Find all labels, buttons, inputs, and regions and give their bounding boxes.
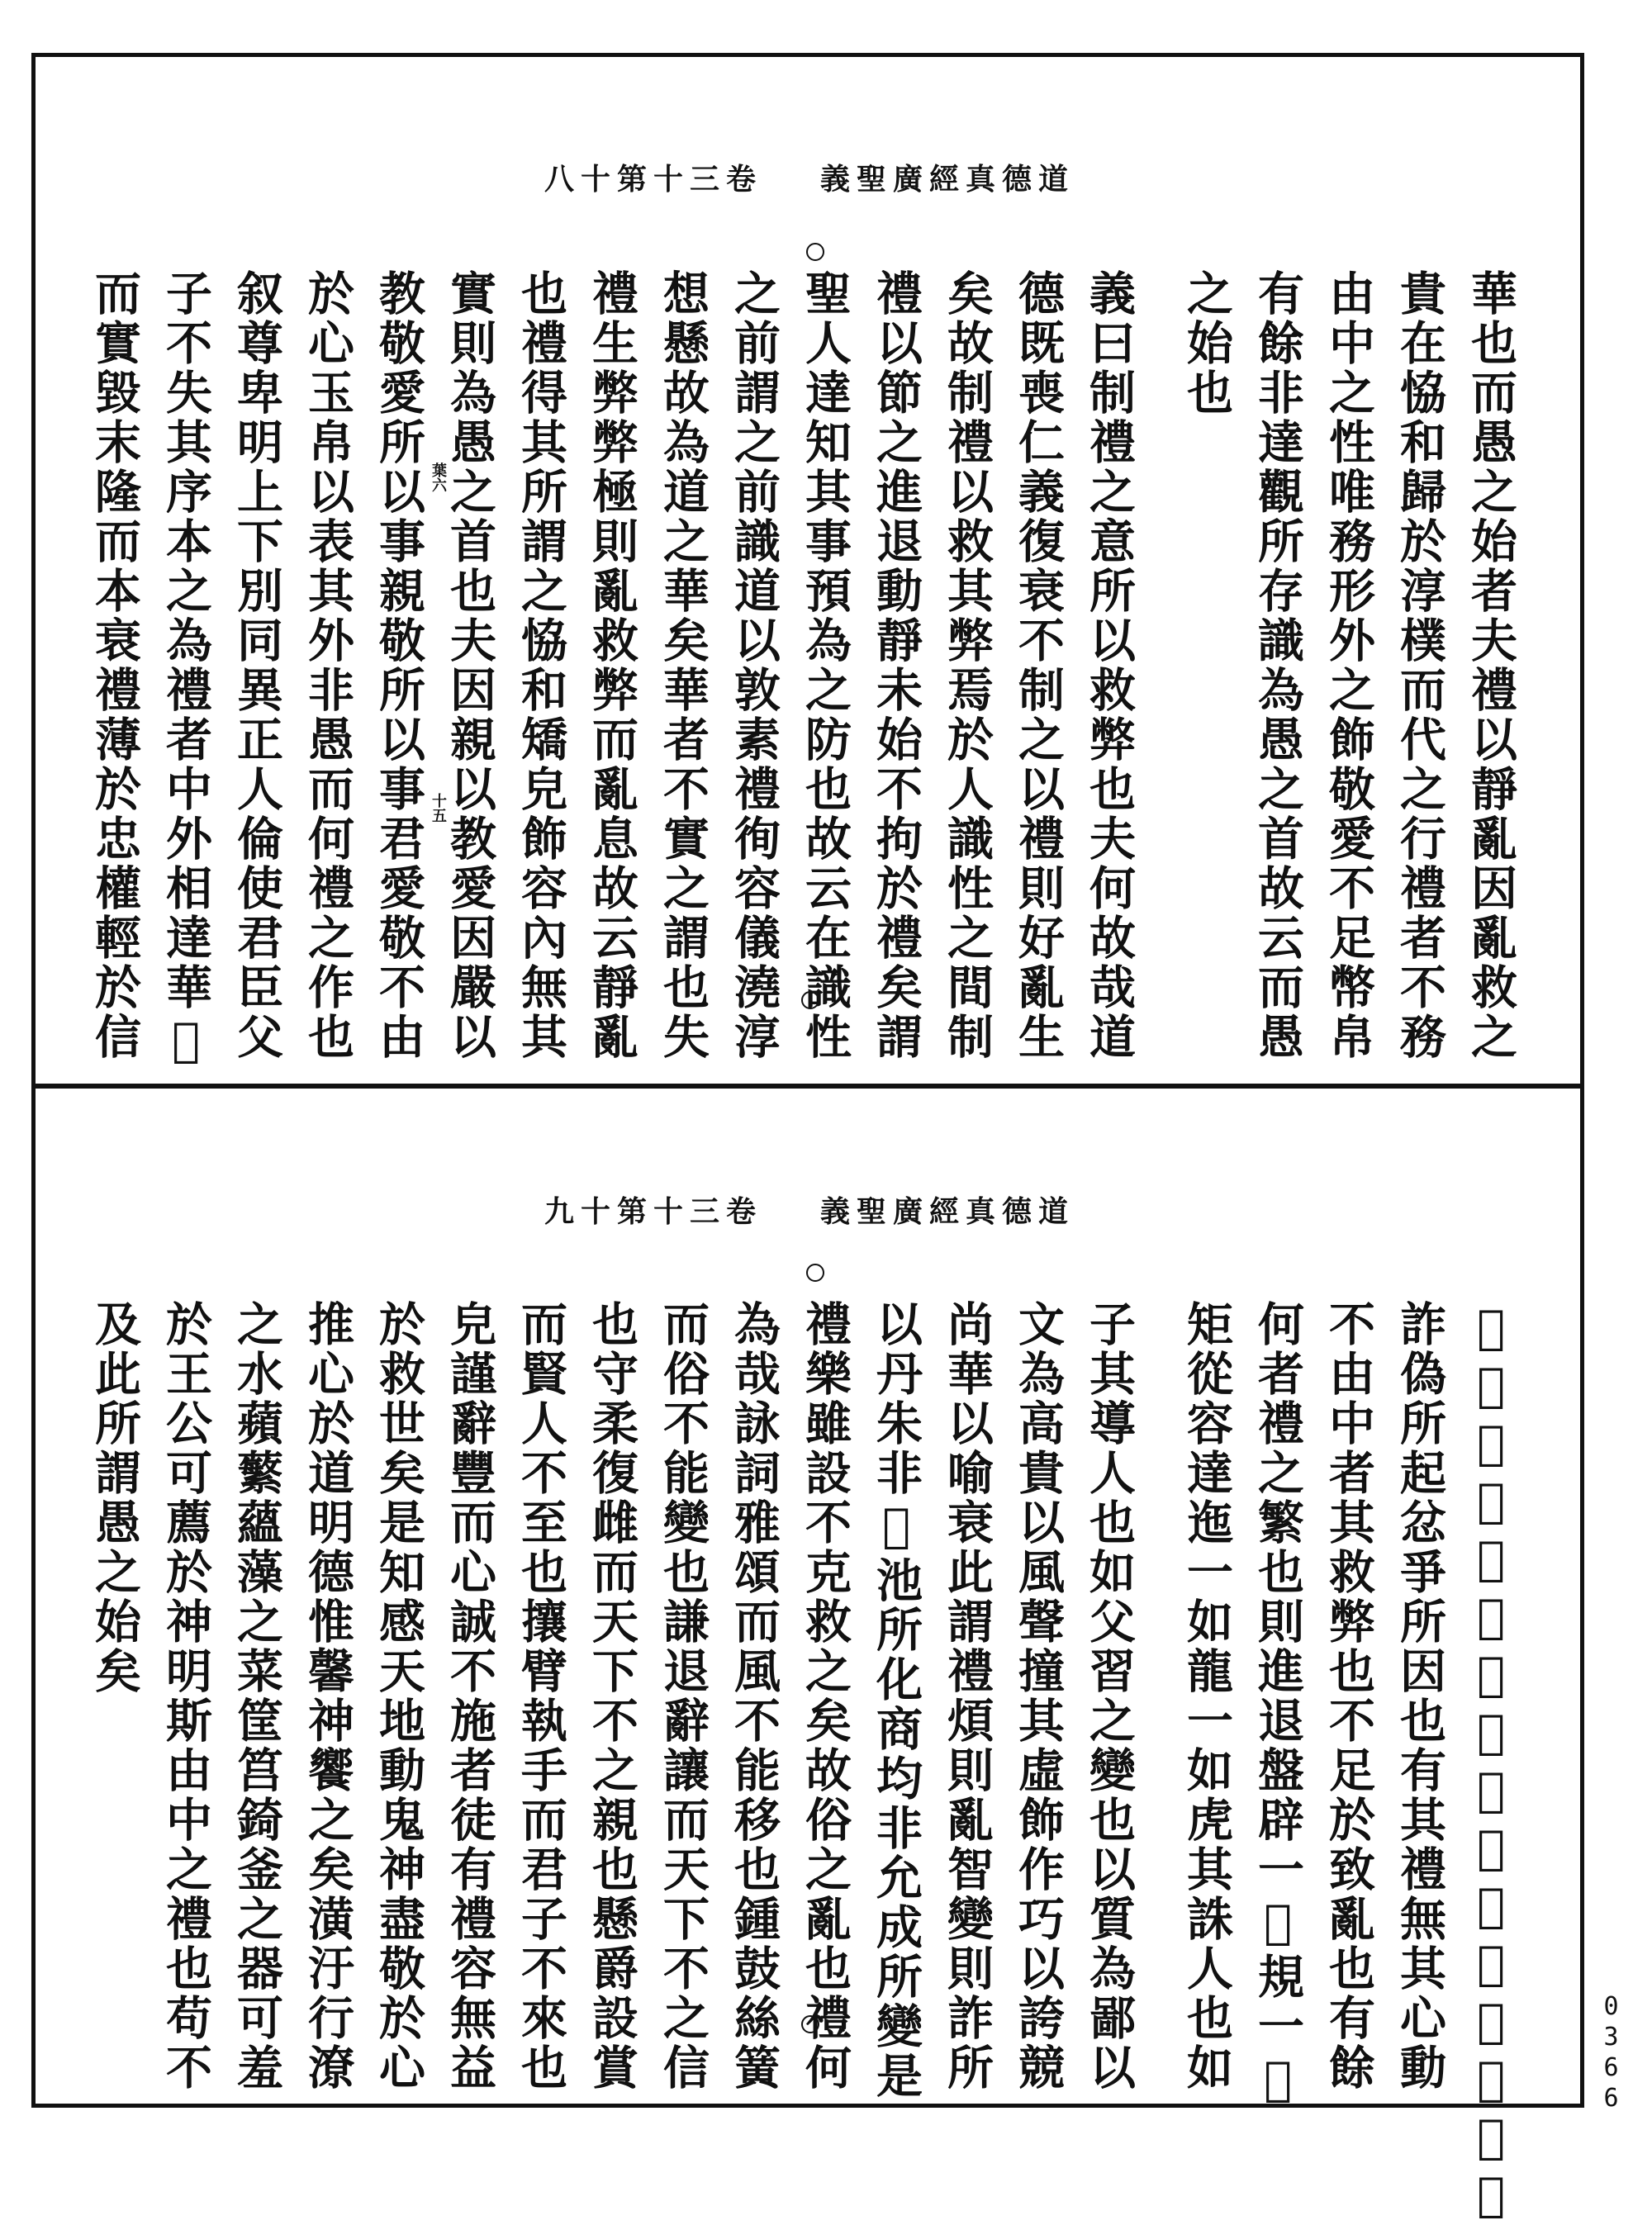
text-column: 不由中者其救弊也不足於致亂也有餘: [1322, 1300, 1376, 2093]
top-page-header: [479, 152, 1140, 202]
text-column: 於王公可薦於神明斯由中之禮也苟不: [159, 1300, 213, 2093]
text-column: 有餘非達觀所存識為愚之首故云而愚: [1251, 269, 1305, 1062]
bottom-header-title: 義聖廣經真德道: [820, 1193, 1075, 1229]
text-column: 詐偽所起忿爭所因也有其禮無其心動: [1393, 1300, 1447, 2093]
text-column: 禮樂雖設不克救之矣故俗之亂也禮何: [798, 1300, 852, 2093]
text-column: 𢧐不及義德不逮仁為理之末為亂之首: [1464, 1300, 1518, 2225]
text-column: 何者禮之繁也則進退盤辟一𢧐規一𢧐: [1251, 1300, 1305, 2109]
text-column: 也守柔復雌而天下不之親也懸爵設賞: [585, 1300, 639, 2093]
bottom-circle-mark: [806, 1264, 824, 1282]
top-circle-mark-bottom: [801, 991, 819, 1009]
text-column: 而賢人不至也攘臂執手而君子不來也: [514, 1300, 568, 2093]
text-column: 矩從容達迤一如龍一如虎其誅人也如: [1180, 1300, 1234, 2093]
text-column: 而俗不能變也謙退辭讓而天下不之信: [656, 1300, 710, 2093]
page-divider: [31, 1084, 1584, 1089]
text-column: 皃謹辭豐而心誠不施者徒有禮容無益: [443, 1300, 497, 2093]
text-column: 義曰制禮之意所以救弊也夫何故哉道: [1082, 269, 1137, 1062]
text-column: 矣故制禮以救其弊焉於人識性之間制: [940, 269, 995, 1062]
margin-note-leaf: 葉六: [430, 463, 447, 492]
text-column: 聖人達知其事預為之防也故云在識性: [798, 269, 852, 1062]
bottom-header-volume: 九十第十三卷: [544, 1193, 762, 1229]
text-column: 而實毀末隆而本衰禮薄於忠權輕於信: [88, 269, 142, 1062]
text-column: 叙尊卑明上下別同異正人倫使君臣父: [230, 269, 284, 1062]
margin-note-number: 十五: [430, 793, 447, 823]
text-column: 於心玉帛以表其外非愚而何禮之作也: [301, 269, 355, 1062]
top-header-title: 義聖廣經真德道: [820, 161, 1075, 197]
top-header-volume: 八十第十三卷: [544, 161, 762, 197]
text-column: 為哉詠詞雅頌而風不能移也鍾鼓絲簧: [727, 1300, 781, 2093]
text-column: 文為高貴以風聲撞其虛飾作巧以誇競: [1011, 1300, 1066, 2093]
bottom-circle-mark-bottom: [801, 2015, 819, 2033]
text-column: 及此所謂愚之始矣: [88, 1300, 142, 1696]
text-column: 實則為愚之首也夫因親以教愛因嚴以: [443, 269, 497, 1062]
text-column: 子其導人也如父習之變也以質為鄙以: [1082, 1300, 1137, 2093]
text-column: 之前謂之前識道以敦素禮徇容儀澆淳: [727, 269, 781, 1062]
text-column: 教敬愛所以事親敬所以事君愛敬不由: [372, 269, 426, 1062]
text-column: 子不失其序本之為禮者中外相達華𢧐: [159, 269, 213, 1070]
text-column: 禮生弊弊極則亂救弊而亂息故云靜亂: [585, 269, 639, 1062]
text-column: 以丹朱非𢧐池所化商均非允成所變是: [869, 1300, 923, 2101]
text-column: 禮以節之進退動靜未始不拘於禮矣謂: [869, 269, 923, 1062]
text-column: 之水蘋蘩蘊藻之菜筐筥錡釜之器可羞: [230, 1300, 284, 2093]
text-column: 華也而愚之始者夫禮以靜亂因亂救之: [1464, 269, 1518, 1062]
text-column: 德既喪仁義復衰不制之以禮則好亂生: [1011, 269, 1066, 1062]
bottom-page-header: [479, 1184, 1140, 1234]
text-column: 尚華以喻衰此謂禮煩則亂智變則詐所: [940, 1300, 995, 2093]
text-column: 推心於道明德惟馨神饗之矣潢汙行潦: [301, 1300, 355, 2093]
top-circle-mark: [806, 243, 824, 261]
text-column: 由中之性唯務形外之飾敬愛不足幣帛: [1322, 269, 1376, 1062]
text-column: 想懸故為道之華矣華者不實之謂也失: [656, 269, 710, 1062]
text-column: 於救世矣是知感天地動鬼神盡敬於心: [372, 1300, 426, 2093]
text-column: 之始也: [1180, 269, 1234, 418]
text-column: 也禮得其所謂之恊和矯皃飾容內無其: [514, 269, 568, 1062]
text-column: 貴在恊和歸於淳樸而代之行禮者不務: [1393, 269, 1447, 1062]
page-number: 0366: [1597, 1992, 1626, 2114]
